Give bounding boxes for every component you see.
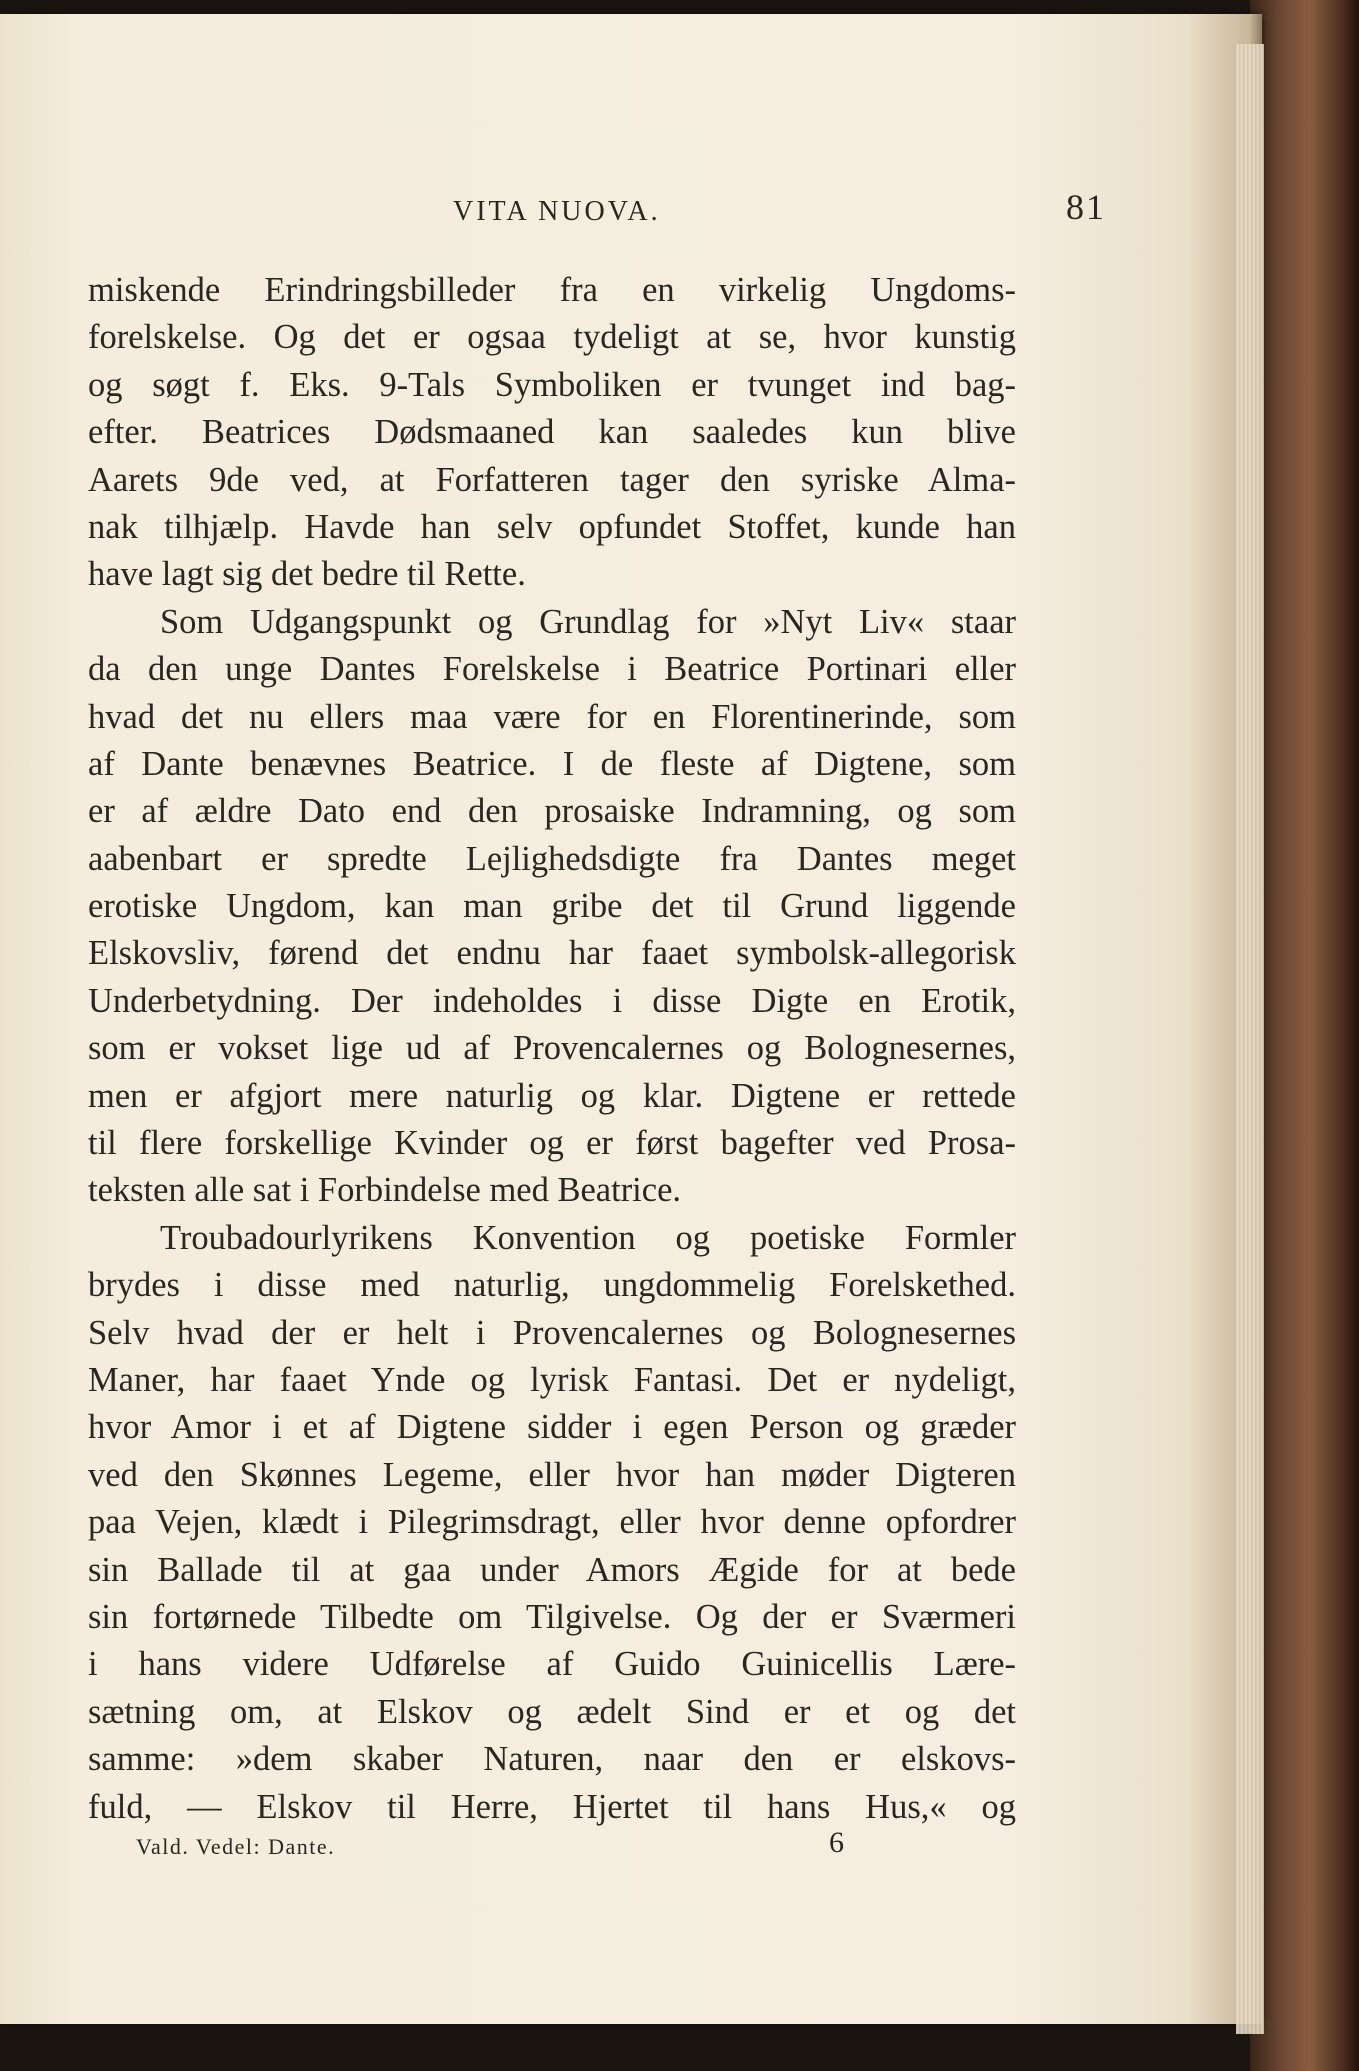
signature-mark: 6 bbox=[829, 1826, 844, 1859]
page-header bbox=[0, 186, 1262, 236]
text-line: og søgt f. Eks. 9-Tals Symboliken er tvunget ind bag- bbox=[88, 365, 1016, 404]
text-line: aabenbart er spredte Lejlighedsdigte fra Dantes meget bbox=[88, 839, 1016, 878]
body-text bbox=[88, 267, 1016, 1831]
text-line: ved den Skønnes Legeme, eller hvor han møder Digteren bbox=[88, 1455, 1016, 1494]
page-footer bbox=[136, 1826, 936, 1866]
text-line: Aarets 9de ved, at Forfatteren tager den syriske Alma- bbox=[88, 460, 1016, 499]
text-line: Elskovsliv, førend det endnu har faaet symbolsk-allegorisk bbox=[88, 934, 1016, 973]
text-line: paa Vejen, klædt i Pilegrimsdragt, eller hvor denne opfordrer bbox=[88, 1503, 1016, 1542]
text-line: som er vokset lige ud af Provencalernes og Bolognesernes, bbox=[88, 1029, 1016, 1068]
text-line: Som Udgangspunkt og Grundlag for »Nyt Liv« staar bbox=[160, 602, 1016, 641]
text-line: Underbetydning. Der indeholdes i disse Digte en Erotik, bbox=[88, 981, 1016, 1020]
footer-signature: Vald. Vedel: Dante. bbox=[136, 1834, 336, 1859]
text-line: sætning om, at Elskov og ædelt Sind er et og det bbox=[88, 1692, 1016, 1731]
running-head: VITA NUOVA. bbox=[453, 196, 661, 227]
page-number: 81 bbox=[1066, 187, 1106, 227]
text-line: Maner, har faaet Ynde og lyrisk Fantasi. Det er nydeligt, bbox=[88, 1360, 1016, 1399]
text-line: hvad det nu ellers maa være for en Florentinerinde, som bbox=[88, 697, 1016, 736]
text-line: i hans videre Udførelse af Guido Guinicellis Lære- bbox=[88, 1645, 1016, 1684]
book-page bbox=[0, 14, 1262, 2024]
text-line: erotiske Ungdom, kan man gribe det til Grund liggende bbox=[88, 887, 1016, 926]
text-line: fuld, — Elskov til Herre, Hjertet til hans Hus,« og bbox=[88, 1787, 1016, 1826]
text-line: nak tilhjælp. Havde han selv opfundet Stoffet, kunde han bbox=[88, 507, 1016, 546]
page-edges bbox=[1236, 44, 1264, 2034]
text-line: Selv hvad der er helt i Provencalernes og Bolognesernes bbox=[88, 1313, 1016, 1352]
book-cover-edge bbox=[1250, 0, 1359, 2071]
text-line: forelskelse. Og det er ogsaa tydeligt at se, hvor kunstig bbox=[88, 318, 1016, 357]
text-line: sin fortørnede Tilbedte om Tilgivelse. Og der er Sværmeri bbox=[88, 1597, 1016, 1636]
text-line: brydes i disse med naturlig, ungdommelig Forelskethed. bbox=[88, 1266, 1016, 1305]
text-line: men er afgjort mere naturlig og klar. Digtene er rettede bbox=[88, 1076, 1016, 1115]
text-line: Troubadourlyrikens Konvention og poetiske Formler bbox=[160, 1218, 1016, 1257]
text-line: teksten alle sat i Forbindelse med Beatrice. bbox=[88, 1171, 682, 1210]
text-line: sin Ballade til at gaa under Amors Ægide for at bede bbox=[88, 1550, 1016, 1589]
text-line: samme: »dem skaber Naturen, naar den er elskovs- bbox=[88, 1740, 1016, 1779]
text-line: miskende Erindringsbilleder fra en virkelig Ungdoms- bbox=[88, 271, 1016, 309]
text-line: til flere forskellige Kvinder og er først bagefter ved Prosa- bbox=[88, 1124, 1016, 1163]
text-line: af Dante benævnes Beatrice. I de fleste af Digtene, som bbox=[88, 744, 1016, 783]
text-line: da den unge Dantes Forelskelse i Beatrice Portinari eller bbox=[88, 650, 1016, 689]
text-line: er af ældre Dato end den prosaiske Indramning, og som bbox=[88, 792, 1016, 831]
text-line: hvor Amor i et af Digtene sidder i egen Person og græder bbox=[88, 1408, 1016, 1447]
text-line: have lagt sig det bedre til Rette. bbox=[88, 555, 526, 594]
text-line: efter. Beatrices Dødsmaaned kan saaledes kun blive bbox=[88, 413, 1016, 452]
